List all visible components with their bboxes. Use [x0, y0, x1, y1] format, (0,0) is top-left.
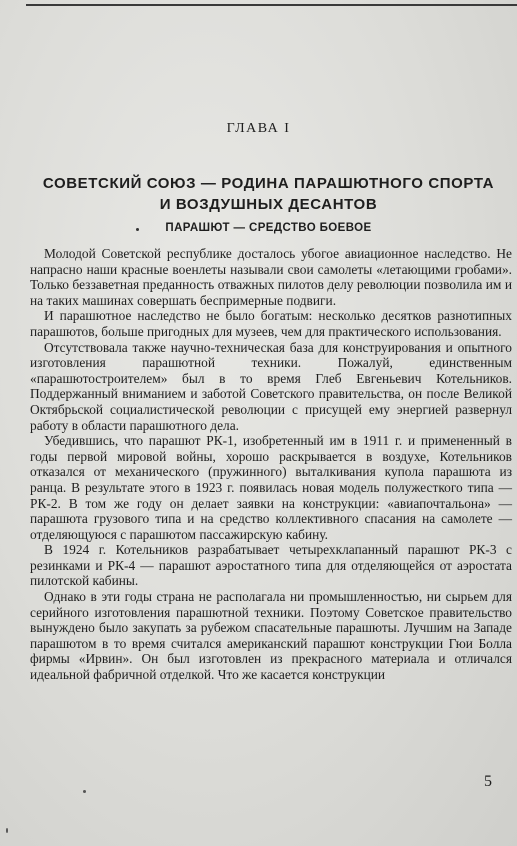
paragraph-5: В 1924 г. Котельников разрабатывает четырехклапанный парашют РК-3 с резинками и РК-4 — парашют аэростатного типа для отделяющейся от аэростата пилотской кабины. — [30, 542, 512, 589]
print-speck — [6, 828, 8, 833]
chapter-title-line-2: И ВОЗДУШНЫХ ДЕСАНТОВ — [159, 196, 378, 213]
chapter-label: ГЛАВА I — [226, 121, 291, 136]
top-rule — [26, 4, 517, 6]
print-speck — [83, 790, 86, 793]
paragraph-1: Молодой Советской республике досталось убогое авиационное наследство. Не напрасно наши красные военлеты называли свои самолеты «летающими гробами». Только беззаветная преданность отважных пилотов делу революции позволила им и на таких машинах совершать беспримерные подвиги. — [30, 246, 512, 308]
section-heading: ПАРАШЮТ — СРЕДСТВО БОЕВОЕ — [165, 222, 372, 234]
paragraph-3: Отсутствовала также научно-техническая база для конструирования и опытного изготовления парашютной техники. Пожалуй, единственным «парашютостроителем» был в то время Глеб Евгеньевич Котельников. Поддержанный вниманием и заботой Советского правительства, он после Великой Октябрьской социалистической революции с присущей ему энергией развернул работу в области парашютного дела. — [30, 339, 512, 433]
paragraph-6: Однако в эти годы страна не располагала ни промышленностью, ни сырьем для серийного изготовления парашютной техники. Поэтому Советское правительство вынуждено было закупать за рубежом спасательные парашюты. Лучшим на Западе парашютом в то время считался американский парашют конструкции Гюи Болла фирмы «Ирвин». Он был изготовлен из прекрасного материала и отличался идеальной фабричной отделкой. Что же касается конструкции — [30, 589, 512, 683]
paragraph-4: Убедившись, что парашют РК-1, изобретенный им в 1911 г. и примененный в годы первой мировой войны, хорошо раскрывается в воздухе, Котельников отказался от механического (пружинного) выталкивания купола парашюта из ранца. В результате этого в 1923 г. появилась новая модель полужесткого типа — РК-2. В том же году он делает заявки на конструкции: «авиапочтальона» — парашюта грузового типа и на средство коллективного спасания на самолете — отделяющуюся с парашютом пассажирскую кабину. — [30, 433, 512, 542]
chapter-title-line-1: СОВЕТСКИЙ СОЮЗ — РОДИНА ПАРАШЮТНОГО СПОРТА — [42, 175, 495, 192]
body-text — [30, 246, 512, 683]
chapter-title — [20, 173, 517, 215]
page-number: 5 — [484, 773, 492, 790]
paragraph-2: И парашютное наследство не было богатым: несколько десятков разнотипных парашютов, больше пригодных для музеев, чем для практического использования. — [30, 308, 512, 339]
